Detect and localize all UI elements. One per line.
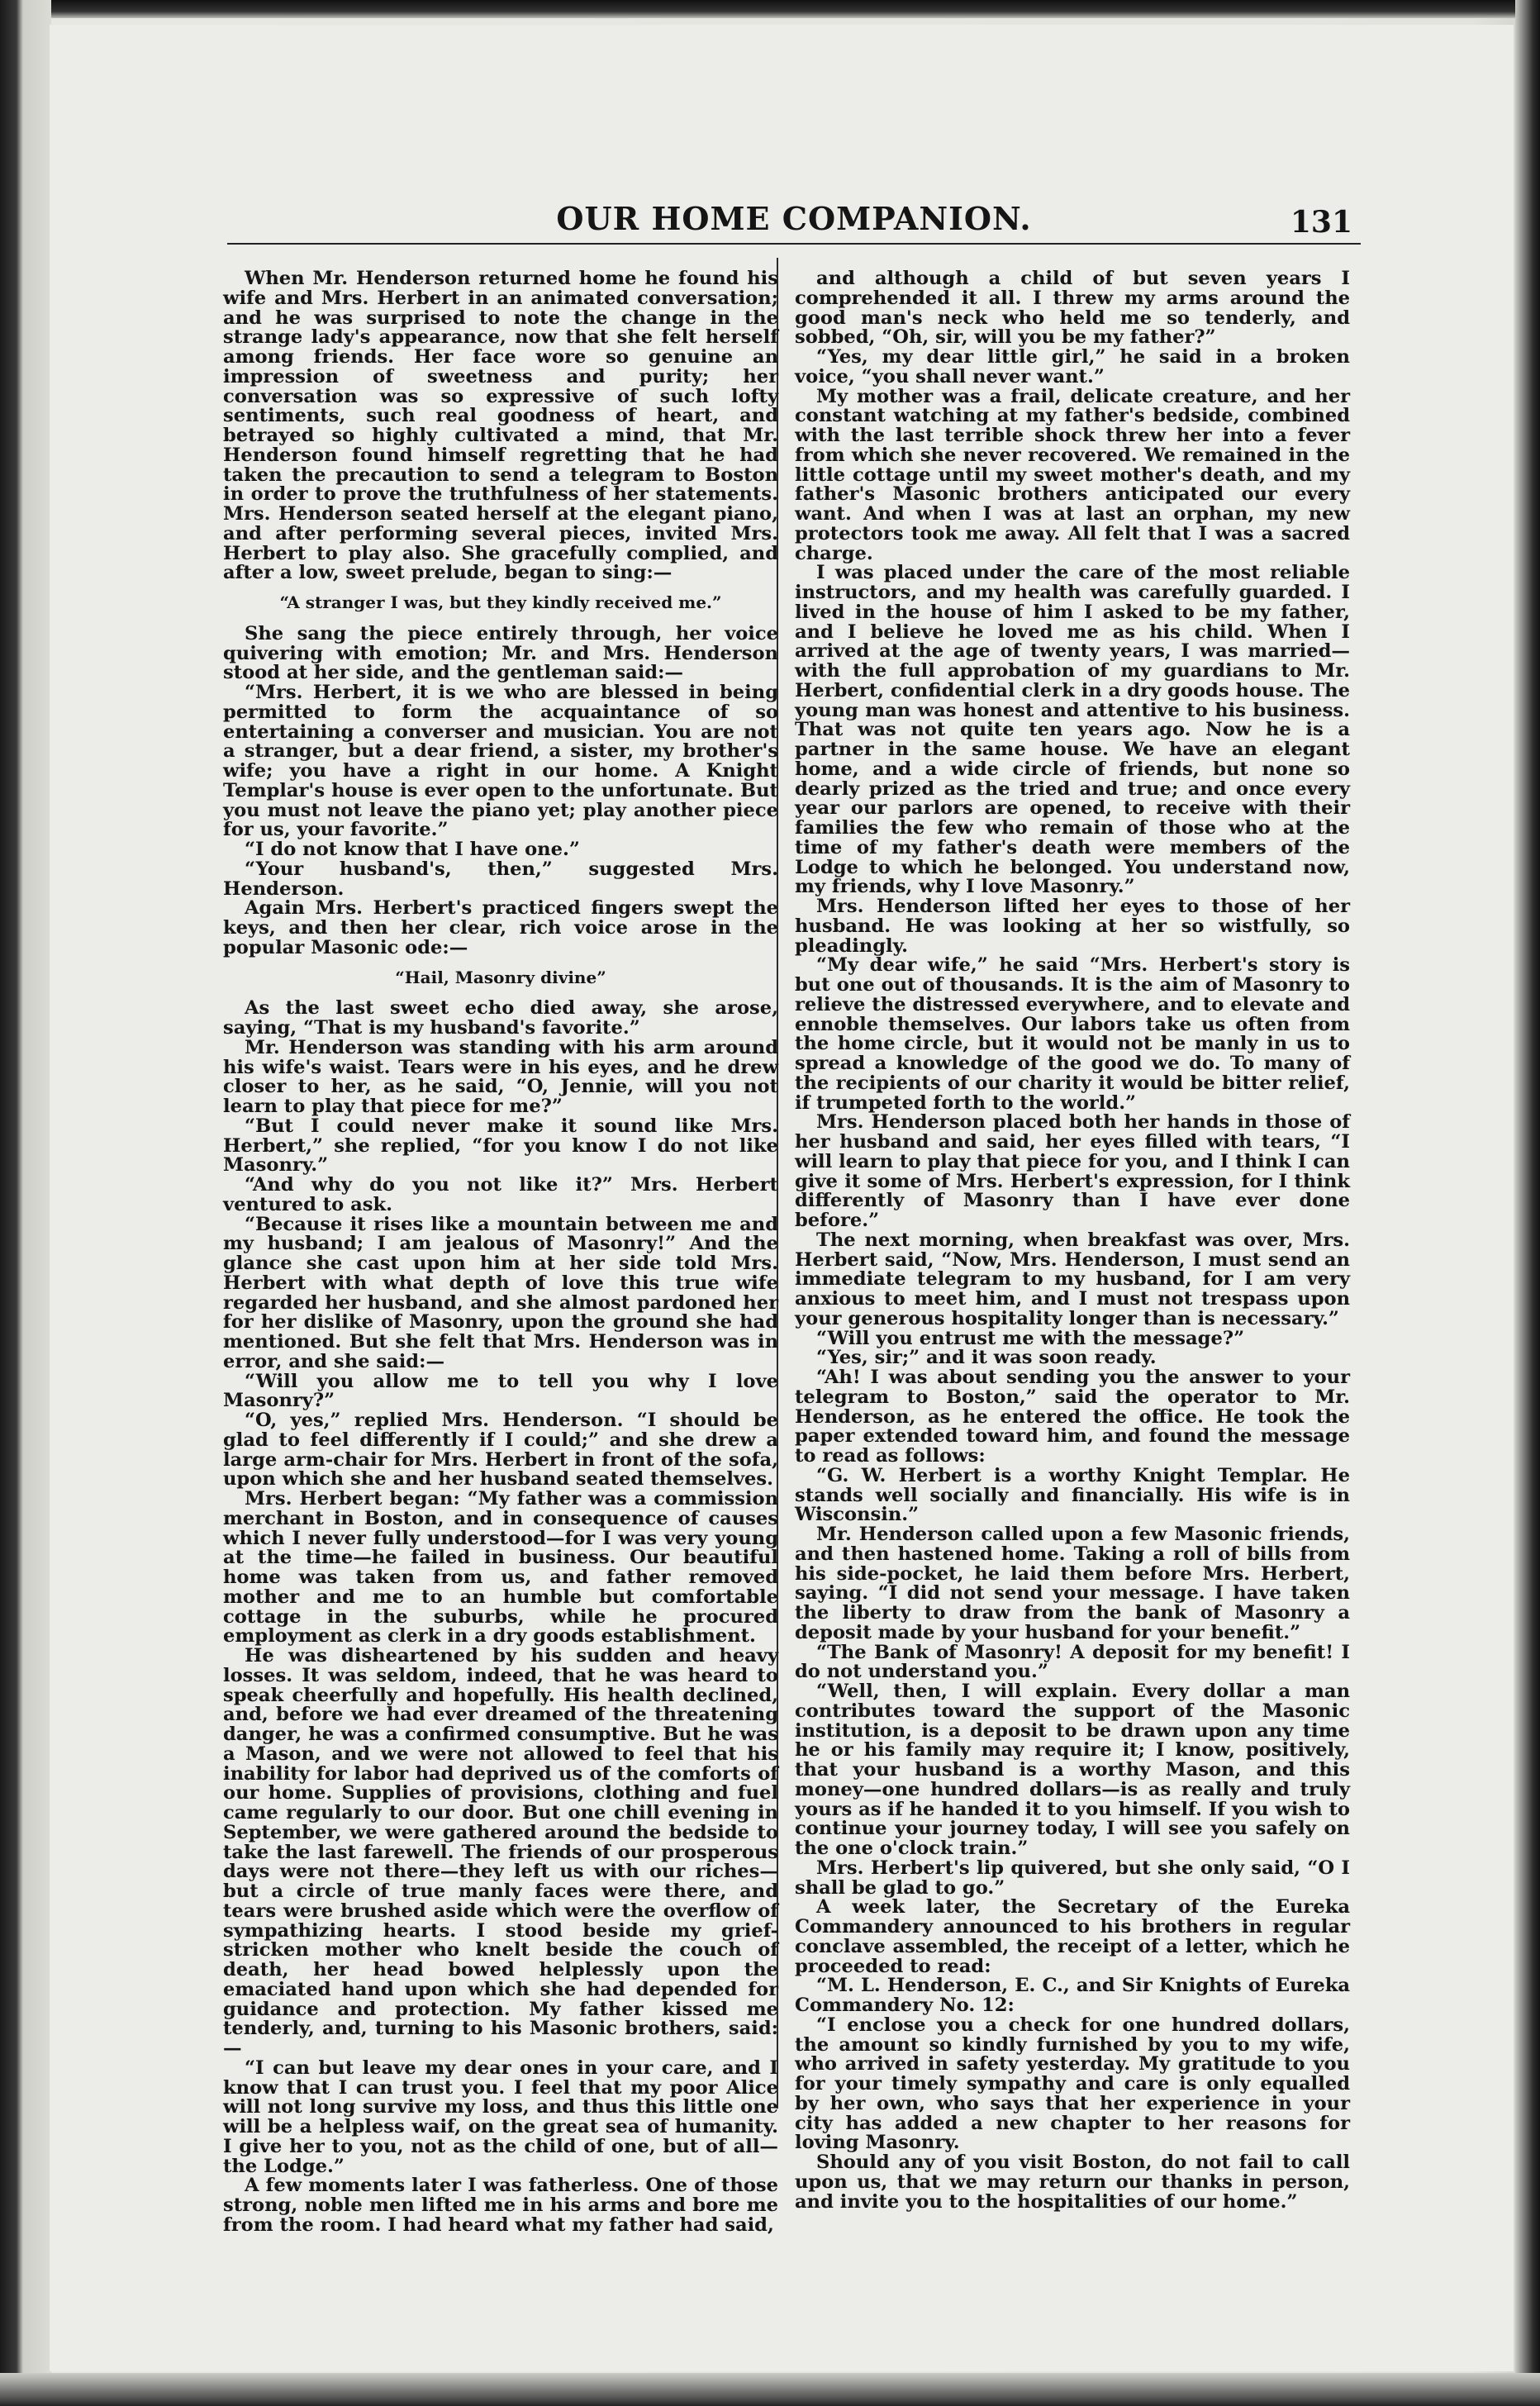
paragraph: He was disheartened by his sudden and heavy losses. It was seldom, indeed, that he was heard to speak cheerfully and hopefully. His health declined, and, before we had ever dreamed of the threatening danger, he was a confirmed consumptive. But he was a Mason, and we were not allowed to feel that his inability for labor had deprived us of the comforts of our home. Supplies of provisions, clothing and fuel came regularly to our door. But one chill evening in September, we were gathered around the bedside to take the last farewell. The friends of our prosperous days were not there—they left us with our riches—but a circle of true manly faces were there, and tears were brushed aside which were the overflow of sympathizing hearts. I stood beside my grief-stricken mother who knelt beside the couch of death, her head bowed helplessly upon the emaciated hand upon which she had depended for guidance and protection. My father kissed me tenderly, and, turning to his Masonic brothers, said:—	[223, 1645, 778, 2059]
page-number: 131	[1290, 205, 1352, 240]
scan-bottom-edge	[0, 2373, 1540, 2406]
paragraph: “O, yes,” replied Mrs. Henderson. “I should be glad to feel differently if I could;” and she drew a large arm-chair for Mrs. Herbert in front of the sofa, upon which she and her husband seated themselves.	[223, 1410, 778, 1491]
scan-top-edge	[0, 0, 1540, 18]
scan-left-edge	[0, 0, 51, 2406]
paragraph: and although a child of but seven years I comprehended it all. I threw my arms around the good man's neck who held me so tenderly, and sobbed, “Oh, sir, will you be my father?”	[795, 268, 1350, 349]
verse-line: “Hail, Masonry divine”	[395, 967, 606, 987]
paragraph: “My dear wife,” he said “Mrs. Herbert's story is but one out of thousands. It is the aim of Masonry to relieve the distressed everywhere, and to elevate and ennoble themselves. Our labors take us often from the home circle, but it would not be manly in us to spread a knowledge of the good we do. To many of the recipients of our charity it would be bitter relief, if trumpeted forth to the world.”	[795, 954, 1350, 1114]
paragraph: My mother was a frail, delicate creature, and her constant watching at my father's bedside, combined with the last terrible shock threw her into a fever from which she never recovered. We remained in the little cottage until my sweet mother's death, and my father's Masonic brothers anticipated our every want. And when I was at last an orphan, my new protectors took me away. All felt that I was a sacred charge.	[795, 385, 1350, 564]
paragraph: A week later, the Secretary of the Eureka Commandery announced to his brothers in regular conclave assembled, the receipt of a letter, which he proceeded to read:	[795, 1896, 1350, 1977]
paragraph: Mrs. Henderson lifted her eyes to those of her husband. He was looking at her so wistfully, so pleadingly.	[795, 896, 1350, 957]
paragraph: Mrs. Henderson placed both her hands in those of her husband and said, her eyes filled with tears, “I will learn to play that piece for you, and I think I can give it some of Mrs. Herbert's expression, for I think differently of Masonry than I have ever done before.”	[795, 1111, 1350, 1231]
paragraph: “Will you entrust me with the message?”	[816, 1327, 1245, 1349]
paragraph: “Your husband's, then,” suggested Mrs. Henderson.	[223, 858, 778, 900]
left-text-column	[223, 269, 778, 2236]
paragraph: “Because it rises like a mountain between me and my husband; I am jealous of Masonry!” And the glance she cast upon him at her side told Mrs. Herbert with what depth of love this true wife regarded her husband, and she almost pardoned her for her dislike of Masonry, upon the ground she had mentioned. But she felt that Mrs. Henderson was in error, and she said:—	[223, 1213, 778, 1372]
paragraph: “Yes, my dear little girl,” he said in a broken voice, “you shall never want.”	[795, 346, 1350, 388]
paragraph: “Well, then, I will explain. Every dollar a man contributes toward the support of the Masonic institution, is a deposit to be drawn upon any time he or his family may require it; I know, positively, that your husband is a worthy Mason, and this money—one hundred dollars—is as really and truly yours as if he handed it to you himself. If you wish to continue your journey today, I will see you safely on the one o'clock train.”	[795, 1681, 1350, 1859]
right-text-column	[795, 269, 1350, 2212]
paragraph: “Yes, sir;” and it was soon ready.	[816, 1347, 1157, 1369]
paragraph: “But I could never make it sound like Mrs. Herbert,” she replied, “for you know I do not like Masonry.”	[223, 1115, 778, 1177]
paragraph: “Ah! I was about sending you the answer to your telegram to Boston,” said the operator to Mr. Henderson, as he entered the office. He took the paper extended toward him, and found the message to read as follows:	[795, 1367, 1350, 1467]
page-header	[227, 185, 1361, 245]
paragraph: Mrs. Herbert's lip quivered, but she only said, “O I shall be glad to go.”	[795, 1857, 1350, 1899]
scan-right-edge	[1515, 0, 1540, 2406]
paragraph: “G. W. Herbert is a worthy Knight Templar. He stands well socially and financially. His wife is in Wisconsin.”	[795, 1464, 1350, 1526]
paragraph: “Mrs. Herbert, it is we who are blessed in being permitted to form the acquaintance of so entertaining a converser and musician. You are not a stranger, but a dear friend, a sister, my brother's wife; you have a right in our home. A Knight Templar's house is ever open to the unfortunate. But you must not leave the piano yet; play another piece for us, your favorite.”	[223, 682, 778, 841]
paragraph: “M. L. Henderson, E. C., and Sir Knights of Eureka Commandery No. 12:	[795, 1975, 1350, 2016]
paragraph: When Mr. Henderson returned home he found his wife and Mrs. Herbert in an animated conversation; and he was surprised to note the change in the strange lady's appearance, now that she felt herself among friends. Her face wore so genuine an impression of sweetness and purity; her conversation was so expressive of such lofty sentiments, such real goodness of heart, and betrayed so highly cultivated a mind, that Mr. Henderson found himself regretting that he had taken the precaution to send a telegram to Boston in order to prove the truthfulness of her statements. Mrs. Henderson seated herself at the elegant piano, and after performing several pieces, invited Mrs. Herbert to play also. She gracefully complied, and after a low, sweet prelude, began to sing:—	[223, 268, 778, 584]
paragraph: I was placed under the care of the most reliable instructors, and my health was carefully guarded. I lived in the house of him I asked to be my father, and I believe he loved me as his child. When I arrived at the age of twenty years, I was married—with the full approbation of my guardians to Mr. Herbert, confidential clerk in a dry goods house. The young man was honest and attentive to his business. That was not quite ten years ago. Now he is a partner in the same house. We have an elegant home, and a wide circle of friends, but none so dearly prized as the tried and true; and once every year our parlors are opened, to receive with their families the few who remain of those who at the time of my father's death were members of the Lodge to which he belonged. You understand now, my friends, why I love Masonry.”	[795, 562, 1350, 898]
paragraph: She sang the piece entirely through, her voice quivering with emotion; Mr. and Mrs. Henderson stood at her side, and the gentleman said:—	[223, 622, 778, 684]
paragraph: A few moments later I was fatherless. One of those strong, noble men lifted me in his arms and bore me from the room. I had heard what my father had said,	[223, 2175, 778, 2236]
paragraph: Should any of you visit Boston, do not fail to call upon us, that we may return our thanks in person, and invite you to the hospitalities of our home.”	[795, 2152, 1350, 2213]
verse-line: “A stranger I was, but they kindly received me.”	[279, 592, 722, 612]
paragraph: Again Mrs. Herbert's practiced fingers swept the keys, and then her clear, rich voice arose in the popular Masonic ode:—	[223, 897, 778, 958]
paragraph: The next morning, when breakfast was over, Mrs. Herbert said, “Now, Mrs. Henderson, I must send an immediate telegram to my husband, for I am very anxious to meet him, and I must not trespass upon your generous hospitality longer than is necessary.”	[795, 1229, 1350, 1329]
paragraph: “I can but leave my dear ones in your care, and I know that I can trust you. I feel that my poor Alice will not long survive my loss, and thus this little one will be a helpless waif, on the great sea of humanity. I give her to you, not as the child of one, but of all—the Lodge.”	[223, 2057, 778, 2177]
paragraph: Mrs. Herbert began: “My father was a commission merchant in Boston, and in consequence of causes which I never fully understood—for I was very young at the time—he failed in business. Our beautiful home was taken from us, and father removed mother and me to an humble but comfortable cottage in the suburbs, while he procured employment as clerk in a dry goods establishment.	[223, 1488, 778, 1648]
paragraph: Mr. Henderson was standing with his arm around his wife's waist. Tears were in his eyes, and he drew closer to her, as he said, “O, Jennie, will you not learn to play that piece for me?”	[223, 1036, 778, 1117]
paragraph: “Will you allow me to tell you why I love Masonry?”	[223, 1370, 778, 1412]
paragraph: “I do not know that I have one.”	[245, 839, 580, 860]
paragraph: “The Bank of Masonry! A deposit for my benefit! I do not understand you.”	[795, 1641, 1350, 1683]
paragraph: “I enclose you a check for one hundred dollars, the amount so kindly furnished by you to my wife, who arrived in safety yesterday. My gratitude to you for your timely sympathy and care is only equalled by her own, who says that her experience in your city has added a new chapter to her reasons for loving Masonry.	[795, 2014, 1350, 2154]
paragraph: Mr. Henderson called upon a few Masonic friends, and then hastened home. Taking a roll of bills from his side-pocket, he laid them before Mrs. Herbert, saying. “I did not send your message. I have taken the liberty to draw from the bank of Masonry a deposit made by your husband for your benefit.”	[795, 1524, 1350, 1643]
page-title: OUR HOME COMPANION.	[556, 200, 1032, 237]
paragraph: As the last sweet echo died away, she arose, saying, “That is my husband's favorite.”	[223, 997, 778, 1039]
paragraph: “And why do you not like it?” Mrs. Herbert ventured to ask.	[223, 1174, 778, 1215]
